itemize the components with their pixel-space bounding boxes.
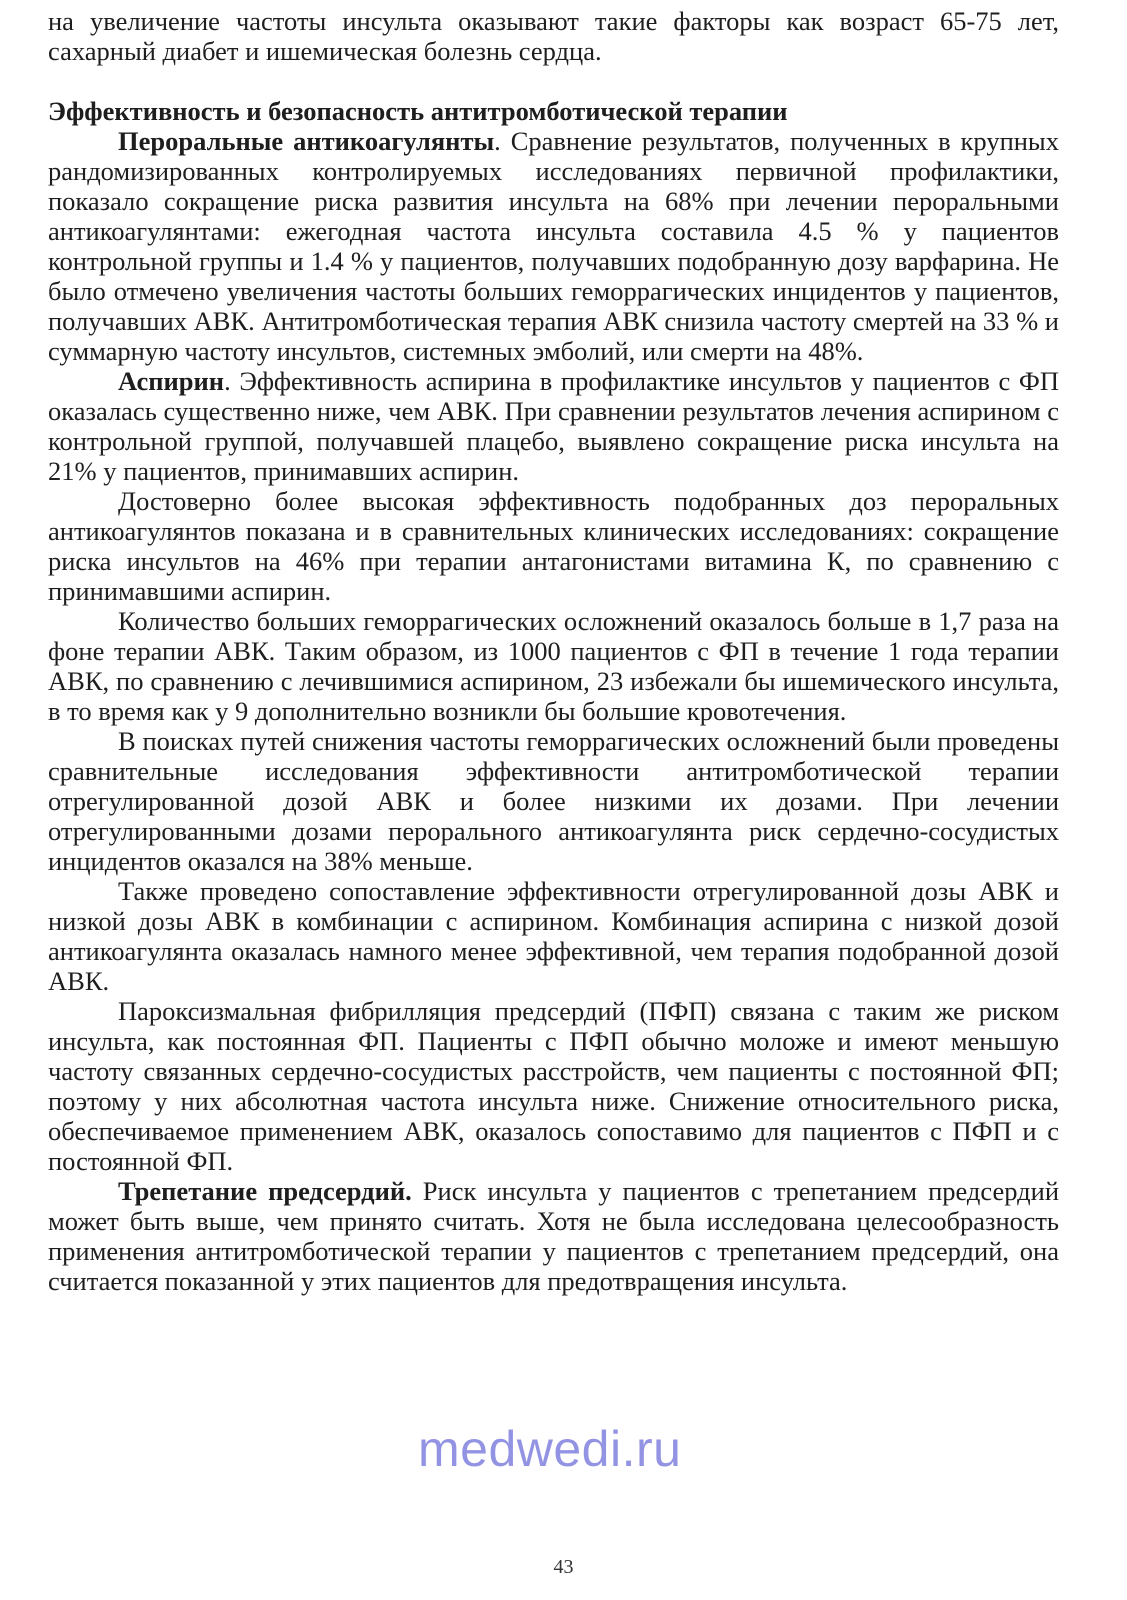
paragraph-comparative-studies: Достоверно более высокая эффективность подобранных доз пероральных антикоагулянтов показана и в сравнительных клинических исследованиях: сокращение риска инсультов на 46% при терапии антагонистами витамина К, по сравнению с принимавшими аспирин. xyxy=(48,486,1059,606)
paragraph-text: . Сравнение результатов, полученных в крупных рандомизированных контролируемых исследованиях первичной профилактики, показало сокращение риска развития инсульта на 68% при лечении пероральными антикоагулянтами: ежегодная частота инсульта составила 4.5 % у пациентов контрольной группы и 1.4 % у пациентов, получавших подобранную дозу варфарина. Не было отмечено увеличения частоты больших геморрагических инцидентов у пациентов, получавших АВК. Антитромботическая терапия АВК снизила частоту смертей на 33 % и суммарную частоту инсультов, системных эмболий, или смерти на 48%. xyxy=(48,126,1059,366)
paragraph-text: . Эффективность аспирина в профилактике инсультов у пациентов с ФП оказалась существенно ниже, чем АВК. При сравнении результатов лечения аспирином с контрольной группой, получавшей плацебо, выявлено сокращение риска инсульта на 21% у пациентов, принимавших аспирин. xyxy=(48,366,1059,486)
paragraph-lead: Пероральные антикоагулянты xyxy=(118,126,495,156)
paragraph-text: Риск инсульта у пациентов с трепетанием предсердий может быть выше, чем принято считать. Хотя не была исследована целесообразность применения антитромботической терапии у пациентов с трепетанием предсердий, она считается показанной у этих пациентов для предотвращения инсульта. xyxy=(48,1176,1060,1296)
page-number: 43 xyxy=(553,1556,574,1578)
paragraph-atrial-flutter xyxy=(48,1176,1059,1296)
paragraph-dose-reduction: В поисках путей снижения частоты геморрагических осложнений были проведены сравнительные исследования эффективности антитромботической терапии отрегулированной дозой АВК и более низкими их дозами. При лечении отрегулированными дозами перорального антикоагулянта риск сердечно-сосудистых инцидентов оказался на 38% меньше. xyxy=(48,726,1059,876)
intro-paragraph: на увеличение частоты инсульта оказывают такие факторы как возраст 65-75 лет, сахарный диабет и ишемическая болезнь сердца. xyxy=(48,6,1059,66)
watermark: medwedi.ru xyxy=(418,1421,682,1477)
paragraph-aspirin xyxy=(48,366,1059,486)
paragraph-combination-therapy: Также проведено сопоставление эффективности отрегулированной дозы АВК и низкой дозы АВК в комбинации с аспирином. Комбинация аспирина с низкой дозой антикоагулянта оказалась намного менее эффективной, чем терапия подобранной дозой АВК. xyxy=(48,876,1059,996)
paragraph-oral-anticoagulants xyxy=(48,126,1059,366)
section-heading: Эффективность и безопасность антитромботической терапии xyxy=(48,96,788,126)
paragraph-paroxysmal-af: Пароксизмальная фибрилляция предсердий (ПФП) связана с таким же риском инсульта, как постоянная ФП. Пациенты с ПФП обычно моложе и имеют меньшую частоту связанных сердечно-сосудистых расстройств, чем пациенты с постоянной ФП; поэтому у них абсолютная частота инсульта ниже. Снижение относительного риска, обеспечиваемое применением АВК, оказалось сопоставимо для пациентов с ПФП и с постоянной ФП. xyxy=(48,996,1059,1176)
paragraph-hemorrhagic-complications: Количество больших геморрагических осложнений оказалось больше в 1,7 раза на фоне терапии АВК. Таким образом, из 1000 пациентов с ФП в течение 1 года терапии АВК, по сравнению с лечившимися аспирином, 23 избежали бы ишемического инсульта, в то время как у 9 дополнительно возникли бы большие кровотечения. xyxy=(48,606,1059,726)
page-body xyxy=(48,6,1059,1296)
paragraph-lead: Трепетание предсердий. xyxy=(118,1176,412,1206)
paragraph-lead: Аспирин xyxy=(118,366,225,396)
